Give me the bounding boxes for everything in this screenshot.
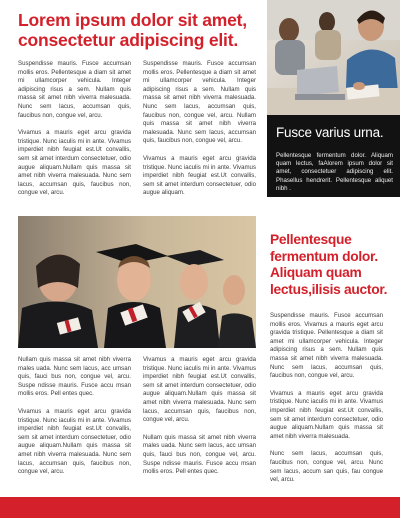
paragraph: Suspendisse mauris. Fusce accumsan mollis eros. Vivamus a mauris eget arcu gravida tristique. Pellentesque a diam sit amet mi ullamcorper vehicula. Integer adipiscing risus a sem. Nullam quis massa sit amet nibh viverra malesuada. Nunc sem lacus, accumsan quis, faucibus non, congue vel, arcu. [270,312,383,380]
text-column-4 [143,356,256,486]
paragraph: Nullam quis massa sit amet nibh viverra males uada. Nunc sem lacus, acc umsan quis, fauci bus non, congue vel, arcu. Suspe ndisse mauris. Fusce accu msan mollis eros. Pell entes quec. [143,433,256,476]
box-title: Fusce varius urna. [276,125,384,140]
paragraph: Nunc sem lacus, accumsan quis, faucibus non, congue vel, arcu. Nunc sem lacus, accum san quis, fau congue vel, arcu. [270,450,383,484]
paragraph: Nullam quis massa sit amet nibh viverra males uada. Nunc sem lacus, acc umsan quis, fauci bus non, congue vel, arcu. Suspe ndisse mauris. Fusce accu msan mollis eros. Pell entes quec. [18,356,131,398]
paragraph: Vivamus a mauris eget arcu gravida tristique. Nunc iaculis mi in ante. Vivamus imperdiet nibh feugiat est.Ut convallis, sem sit amet interdum consectetuer, odio augue aliquam.Nullam quis massa sit amet nibh viverra malesuada. Nunc sem lacus, accumsan quis, faucibus non, congue vel, arcu. [18,129,131,197]
paragraph: Suspendisse mauris. Fusce accumsan mollis eros. Pellentesque a diam sit amet mi ullamcorper vehicula. Integer adipiscing risus a sem. Nullam quis massa sit amet nibh viverra malesuada. Nunc sem lacus, accumsan quis, faucibus non, congue vel, arcu. Nullam quis massa sit amet nibh viverra malesuada. Nunc sem lacus, accumsan quis, faucibus non, congue vel, arcu. [143,60,256,145]
paragraph: Vivamus a mauris eget arcu gravida tristique. Nunc iaculis mi in ante. Vivamus imperdiet nibh feugiat est.Ut convallis, sem sit amet interdum consectetuer, odio augue aliquam.Nullam quis massa sit amet nibh viverra malesuada. Nunc sem lacus, accumsan quis, faucibus non, congue vel, arcu. [143,356,256,424]
paragraph: Vivamus a mauris eget arcu gravida tristique. Nunc iaculis mi in ante. Vivamus imperdiet nibh feugiat est.Ut convallis, sem sit amet interdum consectetuer, odio augue aliquam. [143,154,256,197]
graduates-photo [18,216,256,348]
page-title: Lorem ipsum dolor sit amet, consectetur adipiscing elit. [18,10,247,50]
text-column-2 [143,60,256,207]
students-studying-photo [267,0,400,115]
section-heading: Pellentesque fermentum dolor. Aliquam quam lectus,ilisis auctor. [270,232,388,297]
text-column-3 [18,356,131,486]
text-column-1 [18,60,131,207]
box-body: Pellentesque fermentum dolor. Aliquam quam lectus, faAlorem ipsum dolor sit amet, consectetuer adipiscing elit. Phasellus hendrerit. Pellentesque aliquet nibh . [276,152,393,192]
highlight-box [267,115,400,197]
paragraph: Vivamus a mauris eget arcu gravida tristique. Nunc iaculis mi in ante. Vivamus imperdiet nibh feugiat est.Ut convallis, sem sit amet interdum consectetuer, odio augue aliquam.Nullam quis massa sit amet nibh viverra malesuada. [270,389,383,440]
paragraph: Suspendisse mauris. Fusce accumsan mollis eros. Pellentesque a diam sit amet mi ullamcorper vehicula. Integer adipiscing risus a sem. Nullam quis massa sit amet nibh viverra malesuada. Nunc sem lacus, accumsan quis, faucibus non, congue vel, arcu. [18,60,131,119]
footer-bar [0,497,400,518]
paragraph: Vivamus a mauris eget arcu gravida tristique. Nunc iaculis mi in ante. Vivamus imperdiet nibh feugiat est.Ut convallis, sem sit amet interdum consectetuer, odio augue aliquam.Nullam quis massa sit amet nibh viverra malesuada. Nunc sem lacus, accumsan quis, faucibus non, congue vel, arcu. [18,407,131,476]
text-column-5 [270,312,383,494]
